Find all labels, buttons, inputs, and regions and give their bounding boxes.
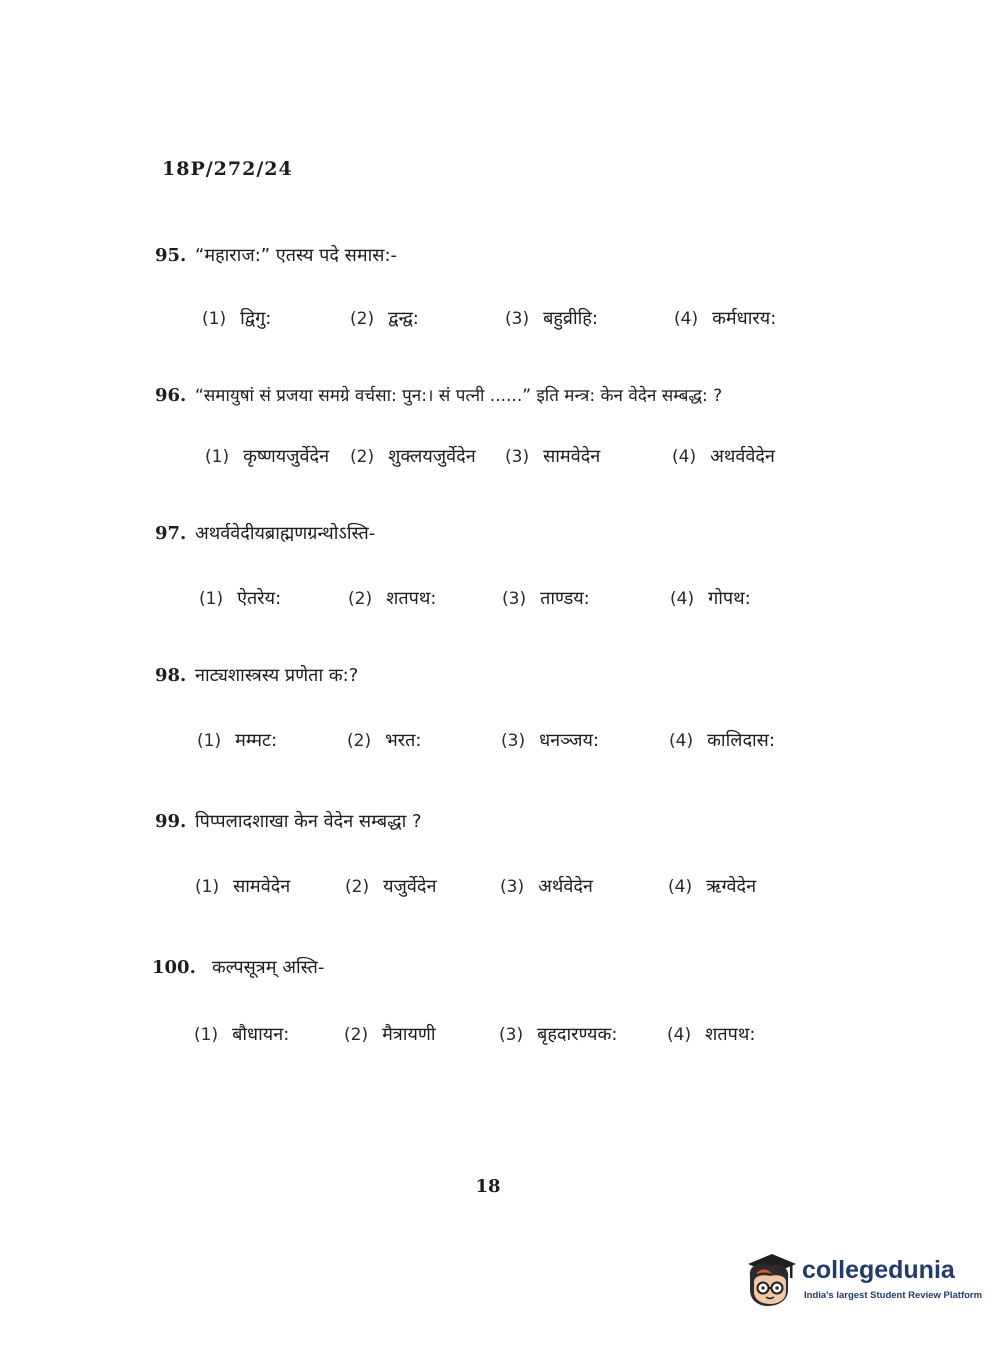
option-4 xyxy=(674,306,776,330)
option-text: अर्थवेदेन xyxy=(538,876,593,897)
question-96 xyxy=(155,382,835,474)
option-number: (2) xyxy=(345,877,370,897)
option-4 xyxy=(669,728,775,752)
option-text: शतपथ: xyxy=(386,588,437,609)
option-text: ऋग्वेदेन xyxy=(706,876,757,897)
option-text: शतपथ: xyxy=(705,1024,756,1045)
option-3 xyxy=(502,586,590,610)
option-number: (2) xyxy=(348,589,373,609)
option-list xyxy=(155,306,855,336)
option-4 xyxy=(668,874,756,898)
option-4 xyxy=(670,586,751,610)
question-number: 95. xyxy=(155,245,187,266)
option-list xyxy=(155,444,835,474)
collegedunia-logo xyxy=(742,1250,983,1308)
option-text: मम्मट: xyxy=(235,730,278,751)
option-list xyxy=(155,728,855,758)
question-97 xyxy=(155,520,855,616)
question-text: अथर्ववेदीयब्राह्मणग्रन्थोऽस्ति- xyxy=(195,523,376,544)
option-1 xyxy=(195,874,290,898)
option-2 xyxy=(345,874,436,898)
option-3 xyxy=(501,728,599,752)
option-number: (3) xyxy=(502,589,527,609)
option-number: (4) xyxy=(669,731,694,751)
option-4 xyxy=(672,444,775,468)
question-99 xyxy=(155,808,855,904)
option-number: (1) xyxy=(195,877,220,897)
option-number: (1) xyxy=(205,447,230,467)
option-number: (2) xyxy=(347,731,372,751)
question-text: कल्पसूत्रम् अस्ति- xyxy=(211,957,325,978)
option-text: ताण्डय: xyxy=(540,588,590,609)
question-number: 96. xyxy=(155,385,187,406)
option-3 xyxy=(505,444,600,468)
option-text: कालिदास: xyxy=(707,730,775,751)
option-number: (4) xyxy=(674,309,699,329)
logo-name: collegedunia xyxy=(802,1256,955,1284)
option-2 xyxy=(350,444,476,468)
option-3 xyxy=(499,1022,617,1046)
mascot-icon xyxy=(742,1250,798,1308)
option-text: द्वन्द्व: xyxy=(388,308,419,329)
option-4 xyxy=(667,1022,755,1046)
question-95 xyxy=(155,242,855,336)
option-number: (1) xyxy=(194,1025,219,1045)
question-100 xyxy=(152,954,852,1052)
option-number: (1) xyxy=(197,731,222,751)
option-1 xyxy=(205,444,329,468)
paper-code: 18P/272/24 xyxy=(162,158,293,180)
option-text: बौधायन: xyxy=(232,1024,290,1045)
option-number: (2) xyxy=(344,1025,369,1045)
option-list xyxy=(155,874,855,904)
question-text: “समायुषां सं प्रजया समग्रे वर्चसा: पुन:। सं पत्नी ......” इति मन्त्र: केन वेदेन सम्बद्ध: ? xyxy=(195,386,723,406)
option-2 xyxy=(350,306,419,330)
option-text: कर्मधारय: xyxy=(712,308,777,329)
option-text: शुक्लयजुर्वेदेन xyxy=(388,446,476,467)
option-text: अथर्ववेदेन xyxy=(710,446,775,467)
option-number: (3) xyxy=(505,309,530,329)
question-number: 100. xyxy=(152,957,196,978)
option-text: मैत्रायणी xyxy=(382,1024,436,1045)
option-number: (4) xyxy=(670,589,695,609)
question-text: “महाराज:” एतस्य पदे समास:- xyxy=(195,245,398,266)
option-number: (4) xyxy=(667,1025,692,1045)
option-3 xyxy=(500,874,593,898)
option-text: धनञ्जय: xyxy=(539,730,600,751)
page-number: 18 xyxy=(475,1176,501,1197)
question-98 xyxy=(155,662,855,758)
option-text: द्विगु: xyxy=(240,308,272,329)
option-text: बृहदारण्यक: xyxy=(537,1024,618,1045)
option-list xyxy=(152,1022,852,1052)
option-2 xyxy=(348,586,436,610)
logo-tagline: India's largest Student Review Platform xyxy=(804,1290,983,1301)
option-text: बहुव्रीहि: xyxy=(543,308,598,329)
option-2 xyxy=(344,1022,436,1046)
option-number: (3) xyxy=(500,877,525,897)
option-number: (4) xyxy=(672,447,697,467)
option-text: गोपथ: xyxy=(708,588,751,609)
option-1 xyxy=(197,728,277,752)
option-3 xyxy=(505,306,598,330)
option-number: (3) xyxy=(505,447,530,467)
question-text: नाट्यशास्त्रस्य प्रणेता क:? xyxy=(195,665,359,686)
option-number: (2) xyxy=(350,447,375,467)
option-number: (1) xyxy=(202,309,227,329)
question-number: 98. xyxy=(155,665,187,686)
option-1 xyxy=(194,1022,289,1046)
option-number: (3) xyxy=(499,1025,524,1045)
option-text: सामवेदेन xyxy=(543,446,601,467)
option-number: (4) xyxy=(668,877,693,897)
option-text: कृष्णयजुर्वेदेन xyxy=(243,446,330,467)
option-list xyxy=(155,586,855,616)
option-text: भरत: xyxy=(385,730,422,751)
option-text: ऐतरेय: xyxy=(237,588,282,609)
option-number: (2) xyxy=(350,309,375,329)
option-text: यजुर्वेदेन xyxy=(383,876,437,897)
question-number: 99. xyxy=(155,811,187,832)
option-1 xyxy=(202,306,271,330)
option-number: (3) xyxy=(501,731,526,751)
option-text: सामवेदेन xyxy=(233,876,291,897)
option-1 xyxy=(199,586,281,610)
option-2 xyxy=(347,728,421,752)
question-number: 97. xyxy=(155,523,187,544)
question-text: पिप्पलादशाखा केन वेदेन सम्बद्धा ? xyxy=(195,811,422,832)
option-number: (1) xyxy=(199,589,224,609)
